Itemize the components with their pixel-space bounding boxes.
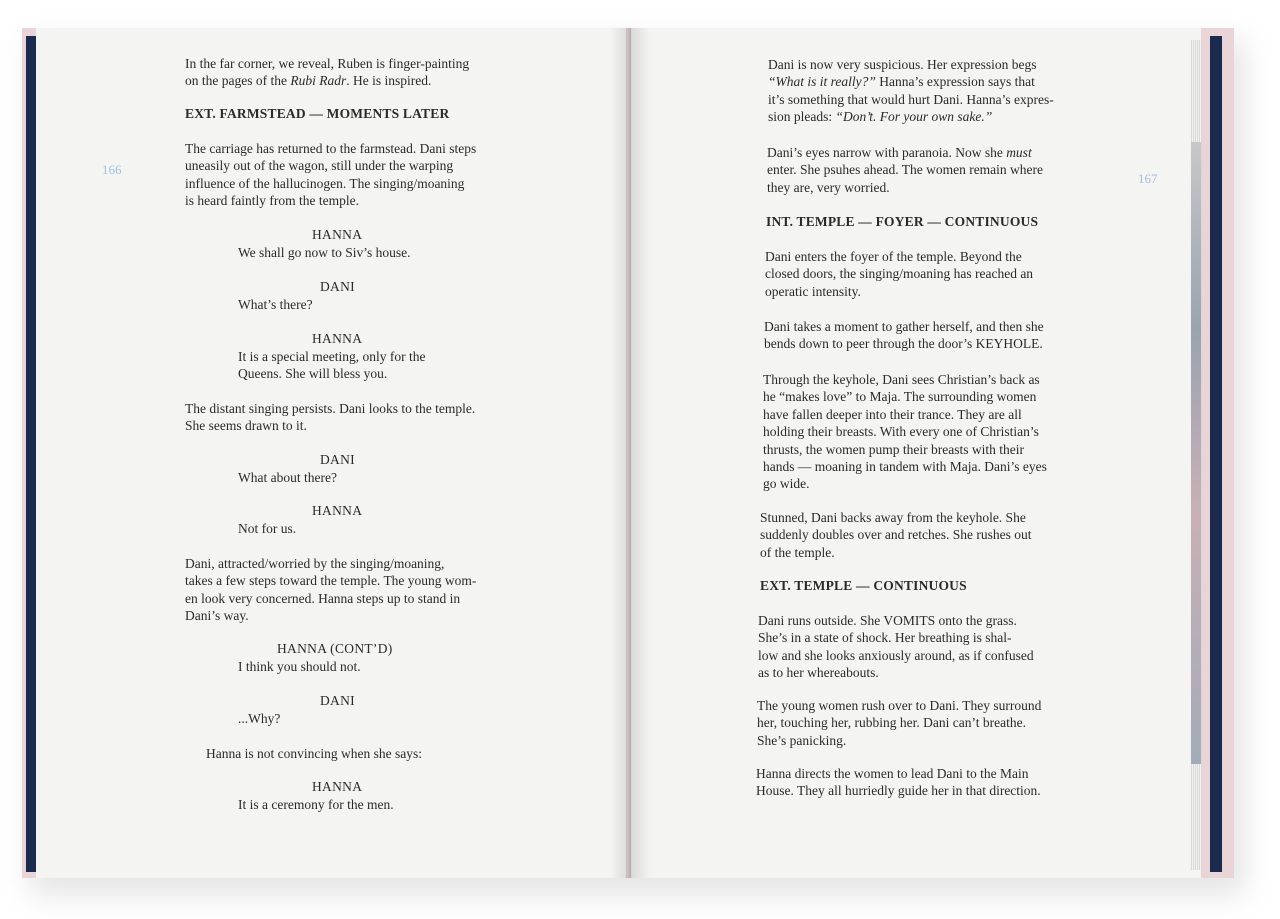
paragraph	[760, 509, 1031, 561]
text-line: I think you should not.	[238, 659, 361, 674]
text-line: bends down to peer through the door’s KEYHOLE.	[764, 336, 1043, 352]
text-line: holding their breasts. With every one of Christian’s	[763, 424, 1039, 440]
dialogue	[238, 244, 411, 261]
text-line: Dani enters the foyer of the temple. Beyond the	[765, 249, 1022, 264]
dialogue	[238, 520, 296, 537]
text-line: It is a ceremony for the men.	[238, 797, 394, 812]
dialogue	[238, 658, 361, 675]
text-line: The carriage has returned to the farmstead. Dani steps	[185, 141, 477, 156]
text-line: The young women rush over to Dani. They surround	[757, 698, 1042, 713]
text-line: en look very concerned. Hanna steps up to stand in	[185, 590, 461, 606]
dialogue	[238, 296, 313, 313]
italic-text: Rubi Radr	[290, 73, 347, 89]
paragraph	[764, 318, 1044, 353]
text-line: Stunned, Dani backs away from the keyhole. She	[760, 510, 1026, 525]
text-line: Through the keyhole, Dani sees Christian’s back as	[763, 372, 1040, 387]
page-tabs-strip	[1191, 142, 1201, 764]
text-line: they are, very worried.	[767, 179, 890, 195]
italic-text: “What is it really?”	[768, 74, 876, 90]
text-line: enter. She psuhes ahead. The women remain where	[767, 162, 1044, 178]
paragraph	[768, 56, 1054, 126]
dialogue	[238, 710, 280, 727]
dialogue	[238, 796, 394, 813]
paragraph	[767, 144, 1043, 196]
paragraph	[206, 745, 422, 762]
text-line: Hanna is not convincing when she says:	[206, 746, 422, 761]
text-line: Hanna directs the women to lead Dani to the Main	[756, 766, 1029, 781]
book-gutter	[610, 28, 650, 878]
text-line: operatic intensity.	[765, 283, 861, 299]
text-line: influence of the hallucinogen. The singing/moaning	[185, 175, 465, 191]
text-line: takes a few steps toward the temple. The young wom-	[185, 573, 477, 589]
text-line: What’s there?	[238, 297, 313, 312]
paragraph	[756, 765, 1041, 800]
text-line: her, touching her, rubbing her. Dani can’t breathe.	[757, 715, 1026, 731]
text-line: ...Why?	[238, 711, 281, 726]
scene-heading: INT. TEMPLE — FOYER — CONTINUOUS	[766, 214, 1039, 229]
character-name: HANNA (CONT’D)	[277, 641, 393, 656]
paragraph	[185, 555, 476, 625]
paragraph	[185, 140, 476, 210]
text-line: he “makes love” to Maja. The surrounding women	[763, 389, 1037, 405]
text-line: suddenly doubles over and retches. She rushes out	[760, 527, 1032, 543]
italic-text: must	[1006, 145, 1032, 160]
text-line: go wide.	[763, 476, 810, 492]
character-name: HANNA	[312, 227, 363, 242]
character-name: DANI	[320, 279, 355, 294]
text-line: It is a special meeting, only for the	[238, 349, 426, 364]
text-line: Dani’s eyes narrow with paranoia. Now she must	[767, 145, 1032, 160]
text-line: Dani runs outside. She VOMITS onto the grass.	[758, 613, 1017, 628]
text-line: Dani’s way.	[185, 608, 249, 624]
cover-edge-right	[1210, 36, 1222, 872]
text-line: hands — moaning in tandem with Maja. Dani’s eyes	[763, 459, 1047, 475]
dialogue	[238, 469, 337, 486]
paragraph	[757, 697, 1041, 749]
text-line: House. They all hurriedly guide her in that direction.	[756, 783, 1041, 799]
page-number-right: 167	[1138, 171, 1158, 186]
text-line: Dani is now very suspicious. Her expression begs	[768, 57, 1037, 72]
text-line: low and she looks anxiously around, as if confused	[758, 647, 1034, 663]
text-line: thrusts, the women pump their breasts with their	[763, 441, 1024, 457]
character-name: HANNA	[312, 779, 363, 794]
text-line: Not for us.	[238, 521, 297, 536]
text-line: The distant singing persists. Dani looks to the temple.	[185, 401, 476, 416]
scene-heading: EXT. TEMPLE — CONTINUOUS	[760, 578, 967, 593]
paragraph	[763, 371, 1047, 493]
text-line: She seems drawn to it.	[185, 418, 307, 434]
text-line: Dani, attracted/worried by the singing/moaning,	[185, 556, 445, 571]
paragraph	[758, 612, 1034, 682]
text-line: “What is it really?” Hanna’s expression says that	[768, 74, 1035, 90]
character-name: HANNA	[312, 503, 363, 518]
dialogue	[238, 348, 425, 383]
paragraph	[185, 55, 469, 90]
text-line: on the pages of the Rubi Radr. He is inspired.	[185, 73, 432, 89]
character-name: DANI	[320, 452, 355, 467]
text-line: In the far corner, we reveal, Ruben is finger-painting	[185, 56, 470, 71]
text-line: Dani takes a moment to gather herself, and then she	[764, 319, 1044, 334]
text-line: have fallen deeper into their trance. They are all	[763, 406, 1022, 422]
text-line: We shall go now to Siv’s house.	[238, 245, 411, 260]
text-line: She’s in a state of shock. Her breathing is shal-	[758, 630, 1012, 646]
text-line: Queens. She will bless you.	[238, 366, 388, 382]
italic-text: “Don’t. For your own sake.”	[835, 109, 993, 125]
paragraph	[765, 248, 1033, 300]
text-line: What about there?	[238, 470, 337, 485]
text-line: uneasily out of the wagon, still under the warping	[185, 158, 454, 174]
text-line: sion pleads: “Don’t. For your own sake.”	[768, 109, 993, 125]
character-name: HANNA	[312, 331, 363, 346]
text-line: of the temple.	[760, 544, 835, 560]
page-number-left: 166	[102, 162, 122, 177]
scene-heading: EXT. FARMSTEAD — MOMENTS LATER	[185, 106, 450, 121]
text-line: closed doors, the singing/moaning has reached an	[765, 266, 1034, 282]
text-line: as to her whereabouts.	[758, 665, 879, 681]
text-line: is heard faintly from the temple.	[185, 193, 359, 209]
character-name: DANI	[320, 693, 355, 708]
text-line: it’s something that would hurt Dani. Hanna’s expres-	[768, 91, 1054, 107]
text-line: She’s panicking.	[757, 732, 847, 748]
paragraph	[185, 400, 475, 435]
